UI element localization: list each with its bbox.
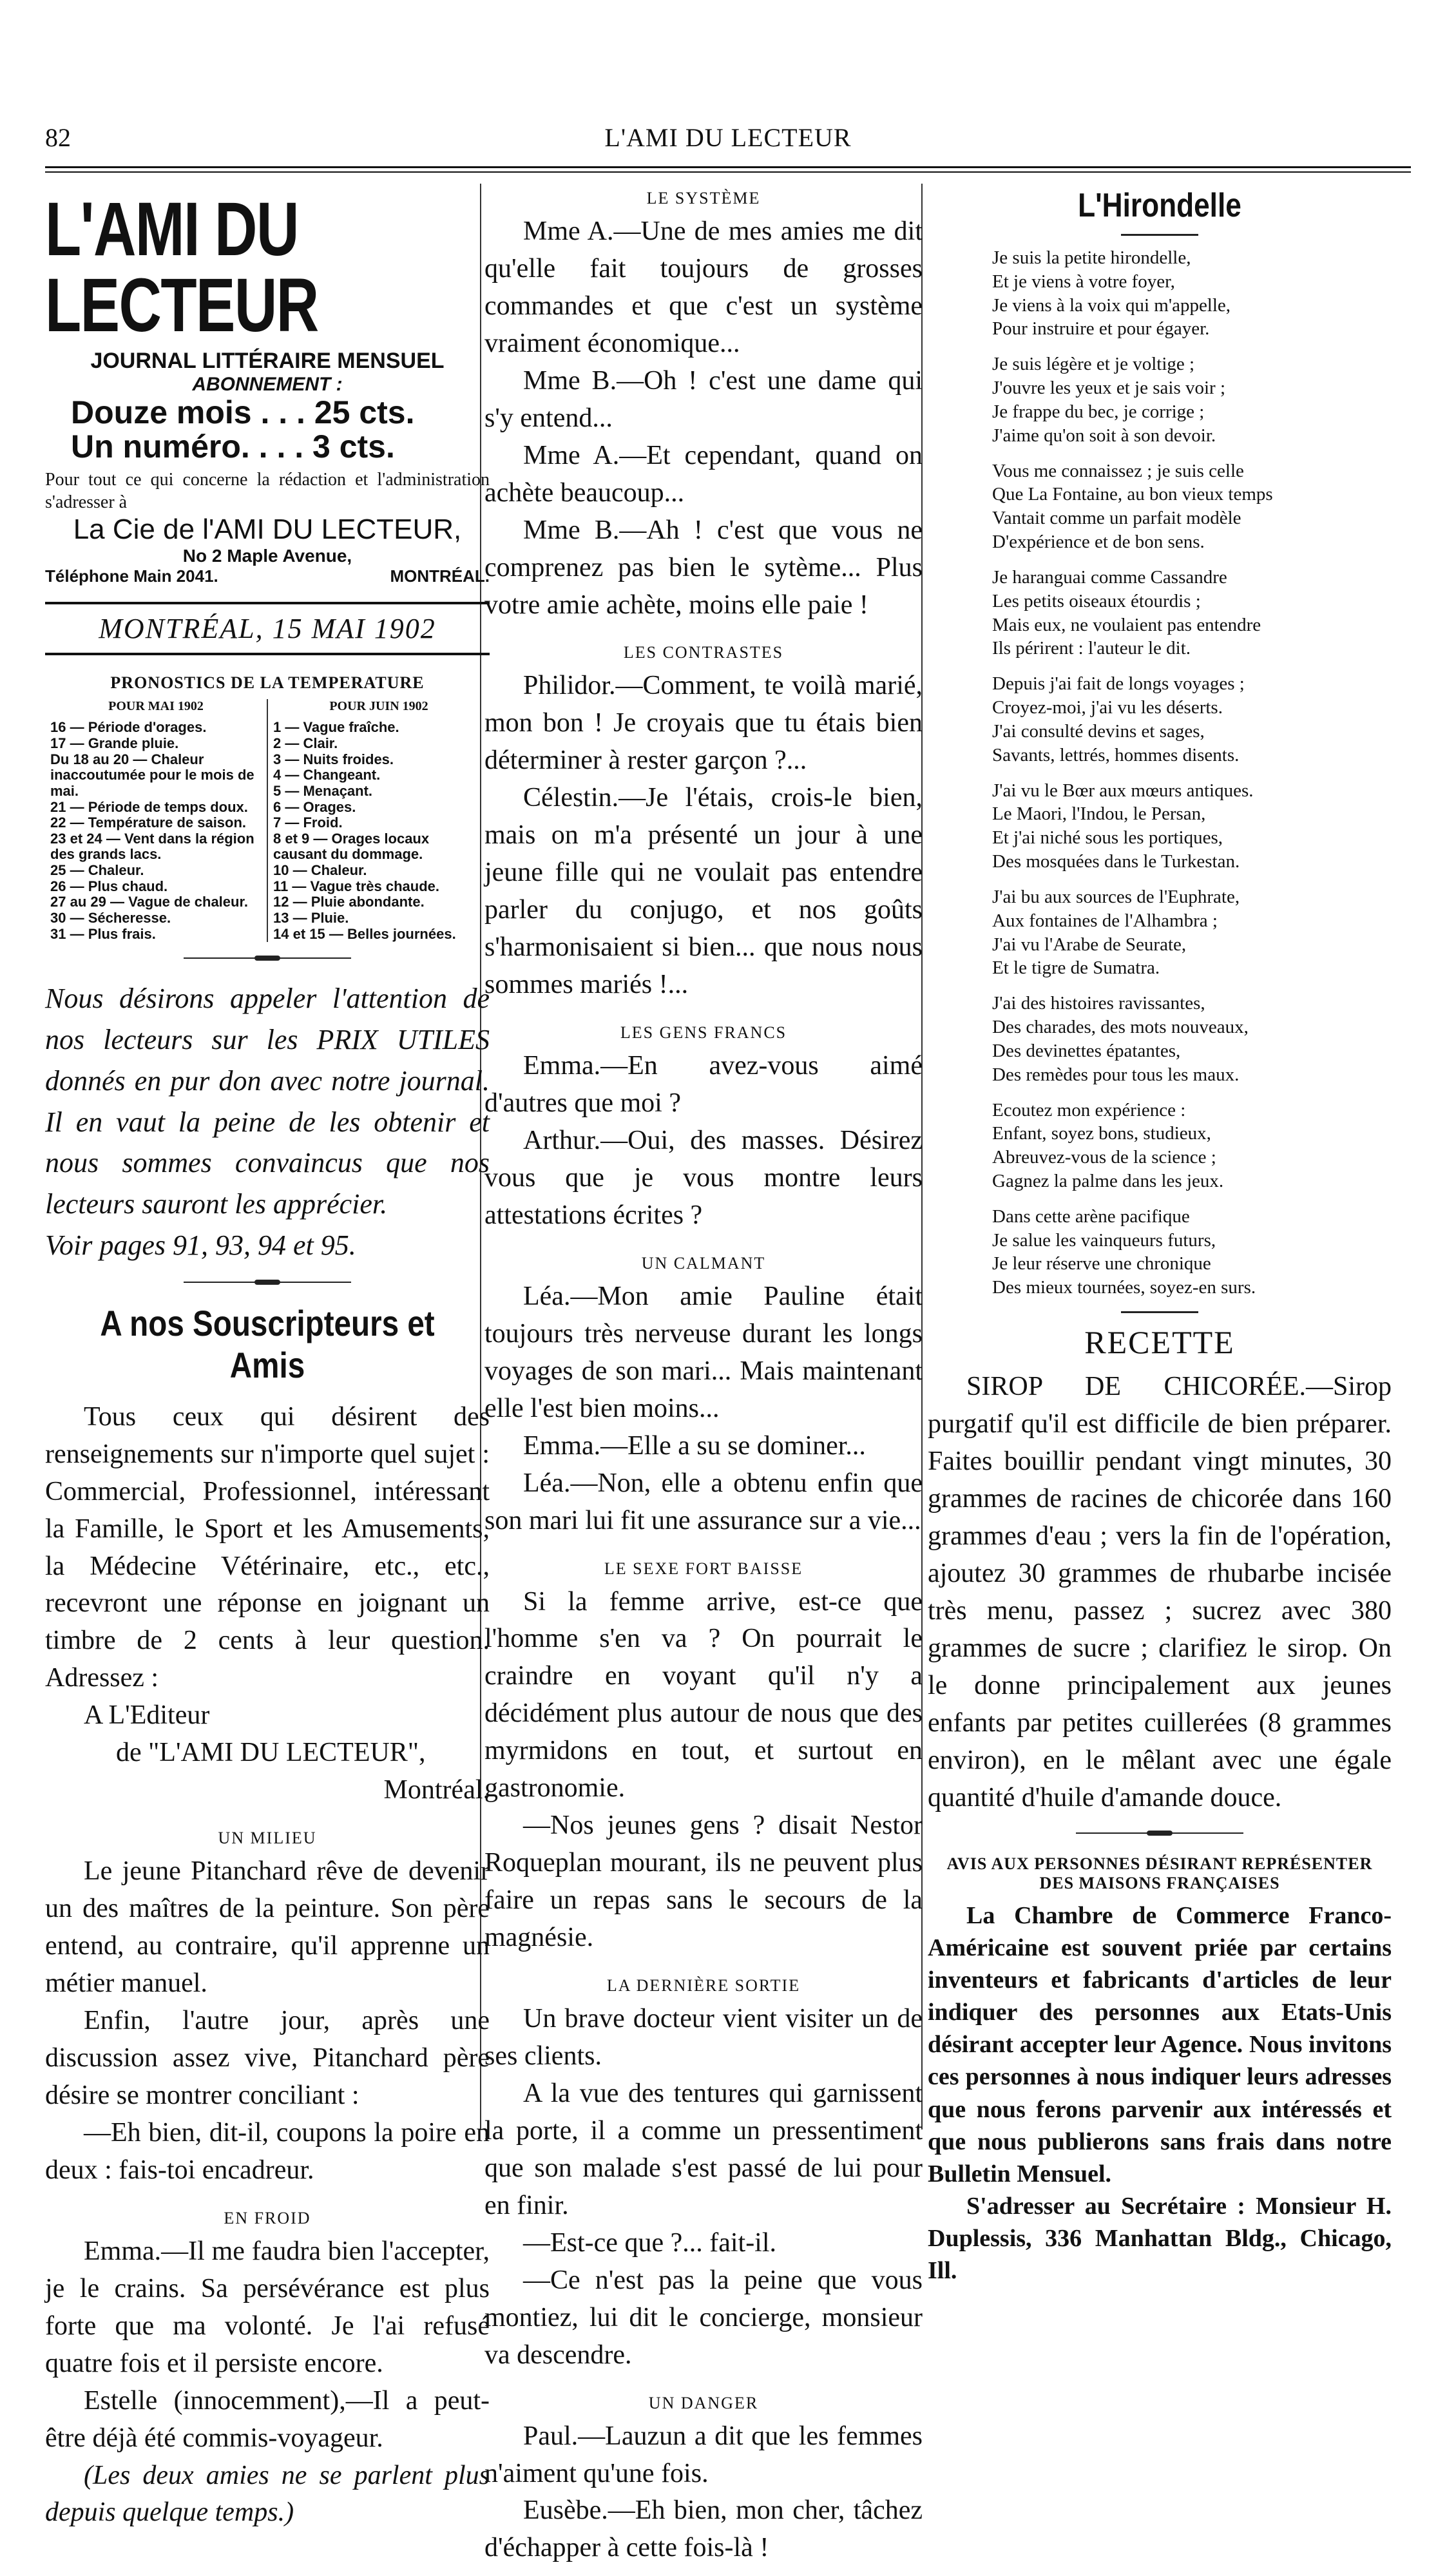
price-issue: Un numéro. . . . 3 cts. <box>71 428 395 465</box>
poem-stanza: J'ai bu aux sources de l'Euphrate, Aux fontaines de l'Alhambra ; J'ai vu l'Arabe de Seurate, Et le tigre de Sumatra. <box>992 886 1240 979</box>
forecast-item: 6 — Orages. <box>273 798 356 815</box>
column-left <box>45 184 490 2532</box>
column-right <box>928 184 1392 2287</box>
calmant-title: UN CALMANT <box>641 1253 766 1273</box>
le-systeme-p4: Mme B.—Ah ! c'est que vous ne comprenez pas bien le sytème... Plus votre amie achète, moins elle paie ! <box>484 515 923 620</box>
subscribers-title: A nos Souscripteurs et Amis <box>100 1302 435 1385</box>
forecast-item: 8 et 9 — Orages locaux causant du dommage. <box>273 830 430 863</box>
contact-notice: Pour tout ce qui concerne la rédaction et l'administration s'adresser à <box>45 470 490 512</box>
subscribers-text: Tous ceux qui désirent des renseignements sur n'importe quel sujet : Commercial, Professionnel, intéressant la Famille, le Sport et les Amusements, la Médecine Vétérinaire, etc., etc., recevront une réponse en joignant un timbre de 2 cents à leur question. Adressez : <box>45 1401 490 1693</box>
derniere-sortie-title: LA DERNIÈRE SORTIE <box>606 1976 801 1995</box>
recette-title: RECETTE <box>1084 1324 1235 1361</box>
en-froid-title: EN FROID <box>224 2208 311 2227</box>
forecast-item: 27 au 29 — Vague de chaleur. <box>50 894 248 910</box>
telephone-line <box>45 566 490 586</box>
poem-title: L'Hirondelle <box>1078 187 1241 224</box>
derniere-sortie-p4: —Ce n'est pas la peine que vous montiez, lui dit le concierge, monsieur va descendre. <box>484 2265 923 2370</box>
section-separator <box>184 957 351 963</box>
danger-title: UN DANGER <box>648 2393 759 2412</box>
contrastes-title: LES CONTRASTES <box>623 643 784 662</box>
forecast-item: 21 — Période de temps doux. <box>50 798 248 815</box>
header-rule-double <box>45 171 1411 173</box>
poem-stanza: J'ai vu le Bœr aux mœurs antiques. Le Maori, l'Indou, le Persan, Et j'ai niché sous les portiques, Des mosquées dans le Turkestan. <box>992 780 1254 872</box>
en-froid-p3: (Les deux amies ne se parlent plus depuis quelque temps.) <box>45 2460 490 2528</box>
poem-stanza: Je haranguai comme Cassandre Les petits oiseaux étourdis ; Mais eux, ne voulaient pas entendre Ils périrent : l'auteur le dit. <box>992 566 1261 659</box>
calmant-p1: Léa.—Mon amie Pauline était toujours très nerveuse durant les longs voyages de son mari... Mais maintenant elle l'est bien moins... <box>484 1281 923 1423</box>
un-milieu-title: UN MILIEU <box>218 1829 317 1848</box>
poem-stanza: J'ai des histoires ravissantes, Des charades, des mots nouveaux, Des devinettes épatantes, Des remèdes pour tous les maux. <box>992 993 1249 1085</box>
calmant-p2: Emma.—Elle a su se dominer... <box>523 1430 866 1461</box>
forecast-item: 1 — Vague fraîche. <box>273 719 399 736</box>
forecast-item: 7 — Froid. <box>273 814 343 831</box>
forecast-item: 13 — Pluie. <box>273 909 349 926</box>
section-separator <box>184 1282 351 1287</box>
en-froid-p2: Estelle (innocemment),—Il a peut-être déjà été commis-voyageur. <box>45 2385 490 2453</box>
poem-rule <box>1121 234 1198 236</box>
forecast-item: 31 — Plus frais. <box>50 925 156 942</box>
forecast-item: 14 et 15 — Belles journées. <box>273 925 456 942</box>
calmant-p3: Léa.—Non, elle a obtenu enfin que son mari lui fit une assurance sur a vie... <box>484 1468 923 1535</box>
forecast-item: 30 — Sécheresse. <box>50 909 171 926</box>
avis-p1: La Chambre de Commerce Franco-Américaine est souvent priée par certains inventeurs et fabricants d'articles de leur indiquer des personnes aux Etats-Unis désirant accepter leur Agence. Nous invitons ces personnes à nous indiquer leurs adresses que nous ferons parvenir aux intéressés et que nous publierons sans frais dans notre Bulletin Mensuel. <box>928 1901 1392 2187</box>
forecast-table <box>45 699 490 942</box>
forecast-title: PRONOSTICS DE LA TEMPERATURE <box>110 673 425 692</box>
gens-francs-p2: Arthur.—Oui, des masses. Désirez vous que je vous montre leurs attestations écrites ? <box>484 1125 923 1230</box>
prizes-notice: Nous désirons appeler l'attention de nos lecteurs sur les PRIX UTILES donnés en pur don avec notre journal. Il en vaut la peine de les obtenir et nous sommes convaincus que nos lecteurs sauront les apprécier. <box>45 983 490 1220</box>
un-milieu-p3: —Eh bien, dit-il, coupons la poire en deux : fais-toi encadreur. <box>45 2117 490 2185</box>
forecast-item: 3 — Nuits froides. <box>273 751 394 767</box>
forecast-may-head: POUR MAI 1902 <box>108 699 204 713</box>
le-systeme-p1: Mme A.—Une de mes amies me dit qu'elle fait toujours de grosses commandes et que c'est un système vraiment économique... <box>484 216 923 358</box>
publisher-address: No 2 Maple Avenue, <box>182 546 352 566</box>
forecast-item: 26 — Plus chaud. <box>50 878 168 894</box>
forecast-item: 25 — Chaleur. <box>50 862 144 879</box>
forecast-item: 5 — Menaçant. <box>273 782 373 799</box>
header-rule <box>45 166 1411 168</box>
forecast-may <box>45 699 268 942</box>
publisher-name: La Cie de l'AMI DU LECTEUR, <box>73 514 462 545</box>
poem-stanza: Je suis la petite hirondelle, Et je viens à votre foyer, Je viens à la voix qui m'appelle, Pour instruire et pour égayer. <box>992 247 1231 340</box>
subscribers-addr3: Montréal. <box>383 1775 490 1805</box>
poem-end-rule <box>1121 1311 1198 1313</box>
derniere-sortie-p2: A la vue des tentures qui garnissent la porte, il a comme un pressentiment que son malade s'est passé de lui pour en finir. <box>484 2078 923 2220</box>
en-froid-p1: Emma.—Il me faudra bien l'accepter, je le crains. Sa persévérance est plus forte que ma volonté. Je l'ai refusé quatre fois et il persiste encore. <box>45 2236 490 2378</box>
forecast-item: 12 — Pluie abondante. <box>273 894 425 910</box>
city: MONTRÉAL. <box>390 566 490 586</box>
subscribers-addr2: de "L'AMI DU LECTEUR", <box>116 1738 426 1768</box>
sexe-fort-title: LE SEXE FORT BAISSE <box>604 1559 803 1578</box>
poem-stanza: Ecoutez mon expérience : Enfant, soyez bons, studieux, Abreuvez-vous de la science ; Gagnez la palme dans les jeux. <box>992 1099 1224 1191</box>
subscribers-addr1: A L'Editeur <box>84 1700 210 1731</box>
gens-francs-title: LES GENS FRANCS <box>620 1023 787 1043</box>
poem-stanza: Depuis j'ai fait de longs voyages ; Croyez-moi, j'ai vu les déserts. J'ai consulté devins et sages, Savants, lettrés, hommes disents. <box>992 673 1245 765</box>
sexe-fort-p1: Si la femme arrive, est-ce que l'homme s'en va ? On pourrait le craindre en voyant qu'il n'y a décidément plus autour de nous que des myrmidons en tout, et surtout en gastronomie. <box>484 1586 923 1803</box>
un-milieu-p1: Le jeune Pitanchard rêve de devenir un des maîtres de la peinture. Son père entend, au contraire, qu'il apprenne un métier manuel. <box>45 1856 490 1999</box>
recette-text: SIROP DE CHICORÉE.—Sirop purgatif qu'il est difficile de bien préparer. Faites bouillir pendant vingt minutes, 30 grammes de racines de chicorée dans 160 grammes d'eau ; vers la fin de l'opération, ajoutez 30 grammes de rhubarbe incisée très menu, passez ; sucrez avec 380 grammes de sucre ; clarifiez le sirop. On le donne principalement aux jeunes enfants par petites cuillerées (8 grammes environ), en le mêlant avec une égale quantité d'huile d'amande douce. <box>928 1372 1392 1812</box>
forecast-june <box>268 699 490 942</box>
le-systeme-p2: Mme B.—Oh ! c'est une dame qui s'y entend... <box>484 365 923 433</box>
subscription-label: ABONNEMENT : <box>192 374 343 395</box>
forecast-item: 11 — Vague très chaude. <box>273 878 440 894</box>
forecast-item: 17 — Grande pluie. <box>50 735 179 752</box>
forecast-item: 4 — Changeant. <box>273 767 381 784</box>
forecast-item: Du 18 au 20 — Chaleur inaccoutumée pour le mois de mai. <box>50 751 254 799</box>
forecast-item: 23 et 24 — Vent dans la région des grands lacs. <box>50 830 254 863</box>
forecast-item: 10 — Chaleur. <box>273 862 367 879</box>
forecast-item: 22 — Température de saison. <box>50 814 247 831</box>
sexe-fort-p2: —Nos jeunes gens ? disait Nestor Roqueplan mourant, ils ne peuvent plus faire un repas sans le secours de la magnésie. <box>484 1811 923 1953</box>
danger-p2: Eusèbe.—Eh bien, mon cher, tâchez d'échapper à cette fois-là ! <box>484 2495 923 2563</box>
prizes-pages: Voir pages 91, 93, 94 et 95. <box>45 1229 356 1261</box>
derniere-sortie-p3: —Est-ce que ?... fait-il. <box>523 2227 777 2258</box>
danger-p1: Paul.—Lauzun a dit que les femmes n'aiment qu'une fois. <box>484 2421 923 2488</box>
poem-stanza: Dans cette arène pacifique Je salue les vainqueurs futurs, Je leur réserve une chronique Des mieux tournées, soyez-en surs. <box>992 1206 1256 1298</box>
le-systeme-p3: Mme A.—Et cependant, quand on achète beaucoup... <box>484 440 923 508</box>
page-number: 82 <box>45 123 71 152</box>
forecast-item: 16 — Période d'orages. <box>50 719 207 736</box>
contrastes-p2: Célestin.—Je l'étais, crois-le bien, mais on m'a présenté un jour à une jeune fille qui ne voulait pas entendre parler du conjugo, et nos goûts s'harmonisaient si bien... que nous nous sommes mariés !... <box>484 783 923 1000</box>
section-separator <box>1076 1832 1243 1838</box>
contrastes-p1: Philidor.—Comment, te voilà marié, mon bon ! Je croyais que tu étais bien déterminer à rester garçon ?... <box>484 671 923 776</box>
poem-stanza: Vous me connaissez ; je suis celle Que La Fontaine, au bon vieux temps Vantait comme un parfait modèle D'expérience et de bon sens. <box>992 460 1273 553</box>
running-title: L'AMI DU LECTEUR <box>604 123 852 152</box>
forecast-item: 2 — Clair. <box>273 735 338 752</box>
derniere-sortie-p1: Un brave docteur vient visiter un de ses clients. <box>484 2004 923 2071</box>
masthead-title: L'AMI DU LECTEUR <box>45 187 318 348</box>
avis-p2: S'adresser au Secrétaire : Monsieur H. Duplessis, 336 Manhattan Bldg., Chicago, Ill. <box>928 2192 1392 2285</box>
un-milieu-p2: Enfin, l'autre jour, après une discussion assez vive, Pitanchard père désire se montrer conciliant : <box>45 2006 490 2110</box>
price-year: Douze mois . . . 25 cts. <box>71 394 415 430</box>
forecast-june-head: POUR JUIN 1902 <box>329 699 428 713</box>
telephone: Téléphone Main 2041. <box>45 566 218 586</box>
dateline: MONTRÉAL, 15 MAI 1902 <box>45 602 490 655</box>
le-systeme-title: LE SYSTÈME <box>646 189 761 207</box>
poem-stanza: Je suis légère et je voltige ; J'ouvre les yeux et je sais voir ; Je frappe du bec, je corrige ; J'aime qu'on soit à son devoir. <box>992 354 1226 446</box>
avis-title: AVIS AUX PERSONNES DÉSIRANT REPRÉSENTER DES MAISONS FRANÇAISES <box>946 1854 1373 1892</box>
column-middle <box>484 184 923 2567</box>
gens-francs-p1: Emma.—En avez-vous aimé d'autres que moi ? <box>484 1051 923 1119</box>
masthead-subtitle: JOURNAL LITTÉRAIRE MENSUEL <box>90 349 445 373</box>
